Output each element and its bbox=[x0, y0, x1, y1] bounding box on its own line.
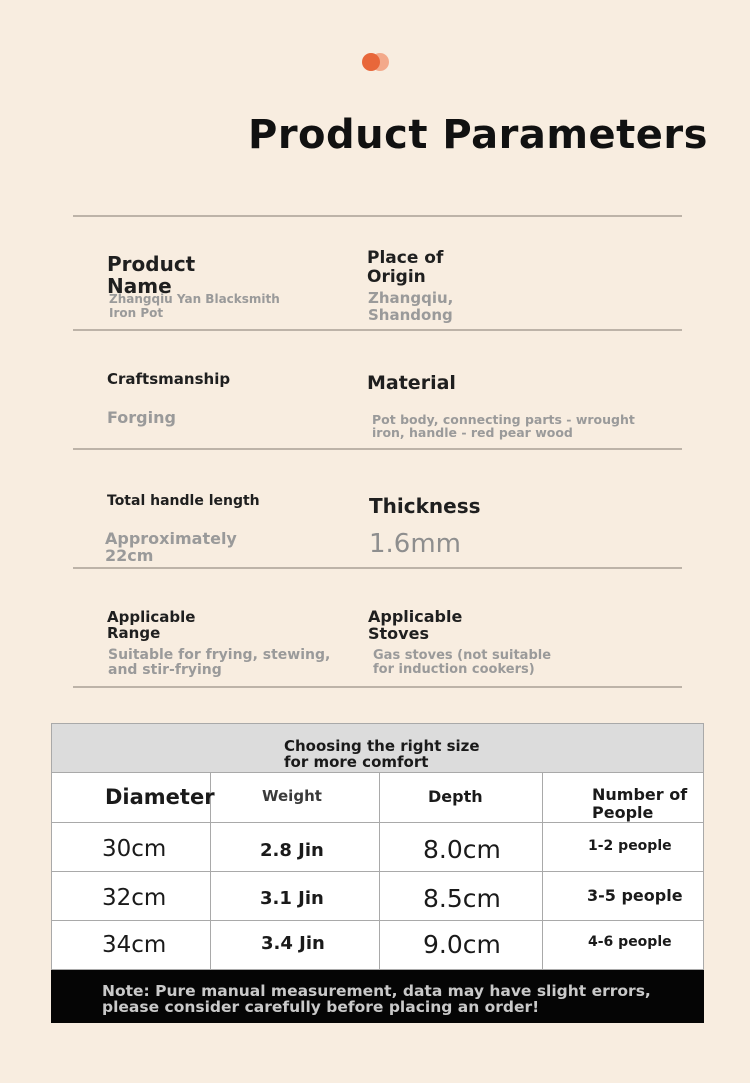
param-value-applicable-stoves: Gas stoves (not suitable for induction cookers) bbox=[373, 648, 552, 677]
disclaimer-note bbox=[51, 970, 704, 1023]
grid-line bbox=[51, 772, 704, 773]
cell-depth: 8.5cm bbox=[423, 884, 501, 913]
disclaimer-note-text: Note: Pure manual measurement, data may have slight errors, please consider carefully before placing an order! bbox=[102, 982, 651, 1016]
page-title: Product Parameters bbox=[248, 112, 708, 158]
grid-line bbox=[542, 772, 543, 970]
divider bbox=[73, 567, 682, 569]
param-label-applicable-range: Applicable Range bbox=[107, 608, 196, 642]
cell-weight: 3.1 Jin bbox=[260, 888, 324, 909]
divider bbox=[73, 448, 682, 450]
orange-dot-icon bbox=[362, 53, 380, 71]
size-table-grid bbox=[51, 772, 704, 970]
param-value-handle-length: Approximately 22cm bbox=[105, 529, 237, 565]
cell-diameter: 32cm bbox=[102, 885, 167, 911]
divider bbox=[73, 329, 682, 331]
param-label-thickness: Thickness bbox=[369, 494, 481, 518]
cell-diameter: 30cm bbox=[102, 836, 167, 862]
cell-people: 4-6 people bbox=[588, 934, 672, 950]
param-label-applicable-stoves: Applicable Stoves bbox=[368, 607, 463, 643]
column-header-people: Number of People bbox=[592, 785, 688, 822]
param-value-craftsmanship: Forging bbox=[107, 408, 176, 427]
column-header-diameter: Diameter bbox=[105, 785, 215, 809]
param-label-handle-length: Total handle length bbox=[107, 493, 260, 509]
param-value-material: Pot body, connecting parts - wrought iron, handle - red pear wood bbox=[372, 412, 635, 440]
grid-line bbox=[703, 772, 704, 970]
column-header-weight: Weight bbox=[262, 787, 322, 805]
grid-line bbox=[51, 920, 704, 921]
param-label-place-of-origin: Place of Origin bbox=[367, 248, 444, 287]
cell-depth: 8.0cm bbox=[423, 835, 501, 864]
decorative-dots bbox=[362, 53, 392, 71]
cell-people: 1-2 people bbox=[588, 838, 672, 854]
cell-depth: 9.0cm bbox=[423, 930, 501, 959]
cell-people: 3-5 people bbox=[587, 886, 683, 905]
divider bbox=[73, 686, 682, 688]
param-value-thickness: 1.6mm bbox=[369, 529, 462, 559]
cell-weight: 3.4 Jin bbox=[261, 933, 325, 954]
param-value-place-of-origin: Zhangqiu, Shandong bbox=[368, 289, 454, 324]
grid-line bbox=[51, 822, 704, 823]
grid-line bbox=[51, 772, 52, 970]
column-header-depth: Depth bbox=[428, 787, 483, 806]
param-label-craftsmanship: Craftsmanship bbox=[107, 370, 231, 388]
size-table-heading-text: Choosing the right size for more comfort bbox=[284, 737, 480, 771]
param-label-product-name: Product Name bbox=[107, 252, 196, 298]
grid-line bbox=[379, 772, 380, 970]
divider bbox=[73, 215, 682, 217]
param-value-product-name: Zhangqiu Yan Blacksmith Iron Pot bbox=[109, 292, 280, 320]
param-label-material: Material bbox=[367, 372, 456, 394]
grid-line bbox=[51, 871, 704, 872]
param-value-applicable-range: Suitable for frying, stewing, and stir-frying bbox=[108, 647, 331, 678]
cell-diameter: 34cm bbox=[102, 932, 167, 958]
size-table bbox=[51, 723, 704, 1023]
size-table-heading bbox=[51, 723, 704, 774]
cell-weight: 2.8 Jin bbox=[260, 840, 324, 861]
